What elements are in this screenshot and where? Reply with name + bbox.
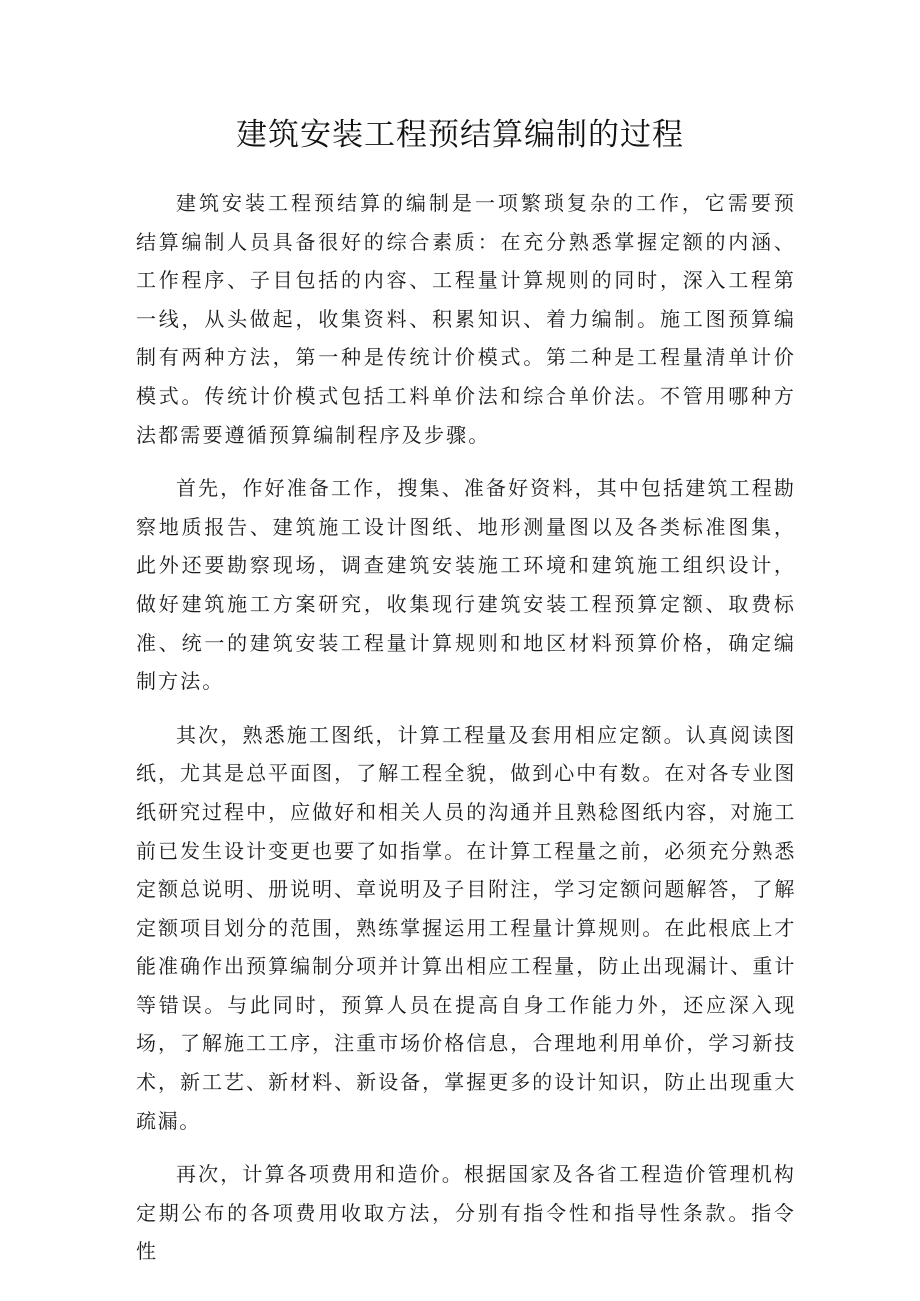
document-body [136, 184, 796, 1286]
paragraph-second-step: 其次，熟悉施工图纸，计算工程量及套用相应定额。认真阅读图纸，尤其是总平面图，了解工程全貌，做到心中有数。在对各专业图纸研究过程中，应做好和相关人员的沟通并且熟稔图纸内容，对施工前已发生设计变更也要了如指掌。在计算工程量之前，必须充分熟悉定额总说明、册说明、章说明及子目附注，学习定额问题解答，了解定额项目划分的范围，熟练掌握运用工程量计算规则。在此根底上才能准确作出预算编制分项并计算出相应工程量，防止出现漏计、重计等错误。与此同时，预算人员在提高自身工作能力外，还应深入现场，了解施工工序，注重市场价格信息，合理地利用单价，学习新技术，新工艺、新材料、新设备，掌握更多的设计知识，防止出现重大疏漏。 [136, 722, 796, 1133]
document-title: 建筑安装工程预结算编制的过程 [236, 117, 684, 153]
paragraph-third-step: 再次，计算各项费用和造价。根据国家及各省工程造价管理机构定期公布的各项费用收取方法，分别有指令性和指导性条款。指令性 [136, 1162, 796, 1264]
paragraph-first-step: 首先，作好准备工作，搜集、准备好资料，其中包括建筑工程勘察地质报告、建筑施工设计图纸、地形测量图以及各类标准图集，此外还要勘察现场，调查建筑安装施工环境和建筑施工组织设计，做好建筑施工方案研究，收集现行建筑安装工程预算定额、取费标准、统一的建筑安装工程量计算规则和地区材料预算价格，确定编制方法。 [136, 476, 796, 694]
paragraph-intro: 建筑安装工程预结算的编制是一项繁琐复杂的工作，它需要预结算编制人员具备很好的综合素质：在充分熟悉掌握定额的内涵、工作程序、子目包括的内容、工程量计算规则的同时，深入工程第一线，从头做起，收集资料、积累知识、着力编制。施工图预算编制有两种方法，第一种是传统计价模式。第二种是工程量清单计价模式。传统计价模式包括工料单价法和综合单价法。不管用哪种方法都需要遵循预算编制程序及步骤。 [136, 191, 796, 447]
